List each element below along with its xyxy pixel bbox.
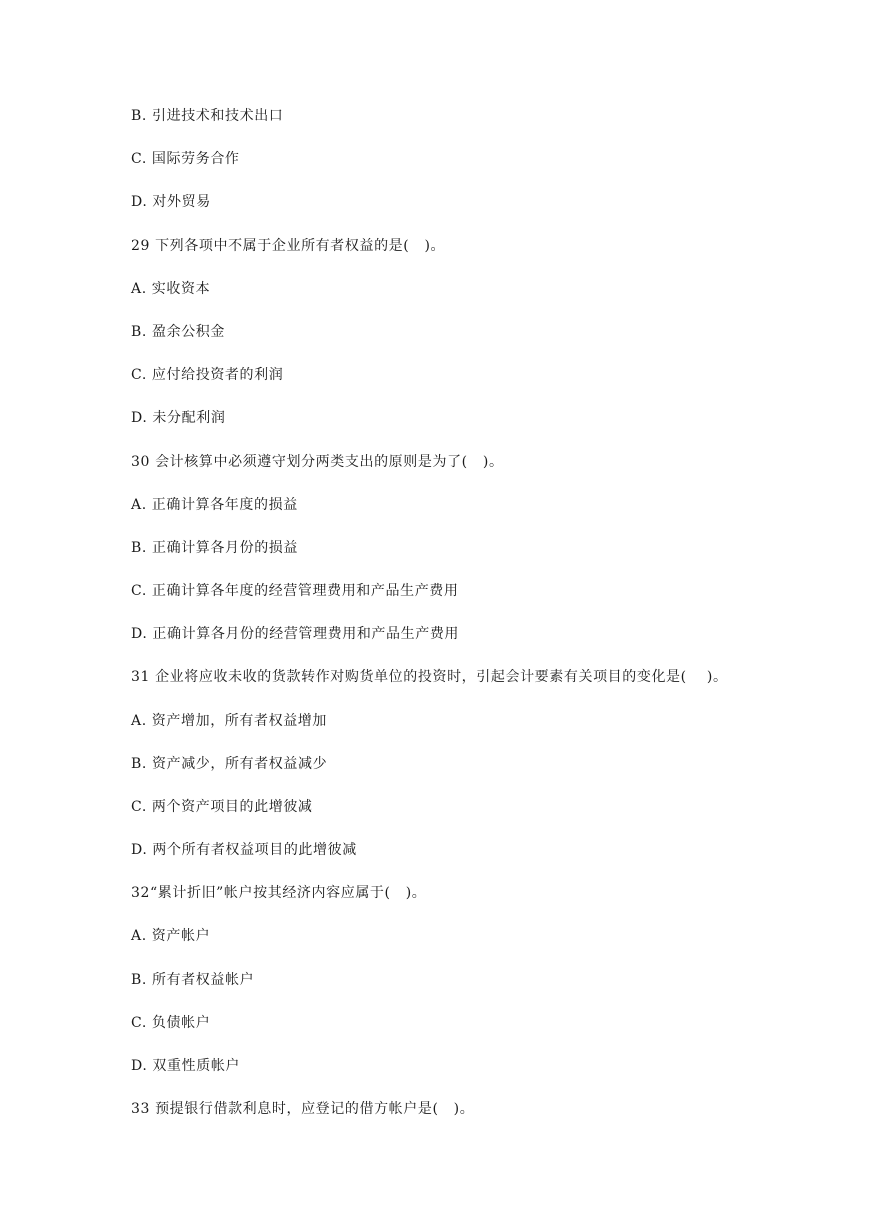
q32-option-c: C. 负债帐户 (131, 1015, 211, 1031)
option-c-line: C. 国际劳务合作 (131, 151, 240, 167)
option-d-line: D. 对外贸易 (131, 194, 211, 210)
q32-option-d: D. 双重性质帐户 (131, 1058, 241, 1074)
q30-option-a: A. 正确计算各年度的损益 (131, 497, 298, 513)
q29-option-c: C. 应付给投资者的利润 (131, 367, 284, 383)
q31-option-a: A. 资产增加，所有者权益增加 (131, 713, 328, 729)
q29-option-b: B. 盈余公积金 (131, 324, 225, 340)
q30-option-c: C. 正确计算各年度的经营管理费用和产品生产费用 (131, 583, 459, 599)
question-33: 33 预提银行借款利息时，应登记的借方帐户是( )。 (131, 1101, 475, 1117)
q31-option-d: D. 两个所有者权益项目的此增彼减 (131, 842, 357, 858)
q29-option-d: D. 未分配利润 (131, 410, 226, 426)
question-32: 32“累计折旧”帐户按其经济内容应属于( )。 (131, 885, 427, 901)
question-29: 29 下列各项中不属于企业所有者权益的是( )。 (131, 238, 446, 254)
q31-option-b: B. 资产减少，所有者权益减少 (131, 756, 328, 772)
q30-option-d: D. 正确计算各月份的经营管理费用和产品生产费用 (131, 626, 460, 642)
q29-option-a: A. 实收资本 (131, 281, 211, 297)
option-b-line: B. 引进技术和技术出口 (131, 108, 284, 124)
q31-option-c: C. 两个资产项目的此增彼减 (131, 799, 313, 815)
q32-option-a: A. 资产帐户 (131, 928, 211, 944)
question-31: 31 企业将应收未收的货款转作对购货单位的投资时，引起会计要素有关项目的变化是( )。 (131, 669, 728, 685)
q30-option-b: B. 正确计算各月份的损益 (131, 540, 298, 556)
question-30: 30 会计核算中必须遵守划分两类支出的原则是为了( )。 (131, 454, 504, 470)
q32-option-b: B. 所有者权益帐户 (131, 972, 255, 988)
